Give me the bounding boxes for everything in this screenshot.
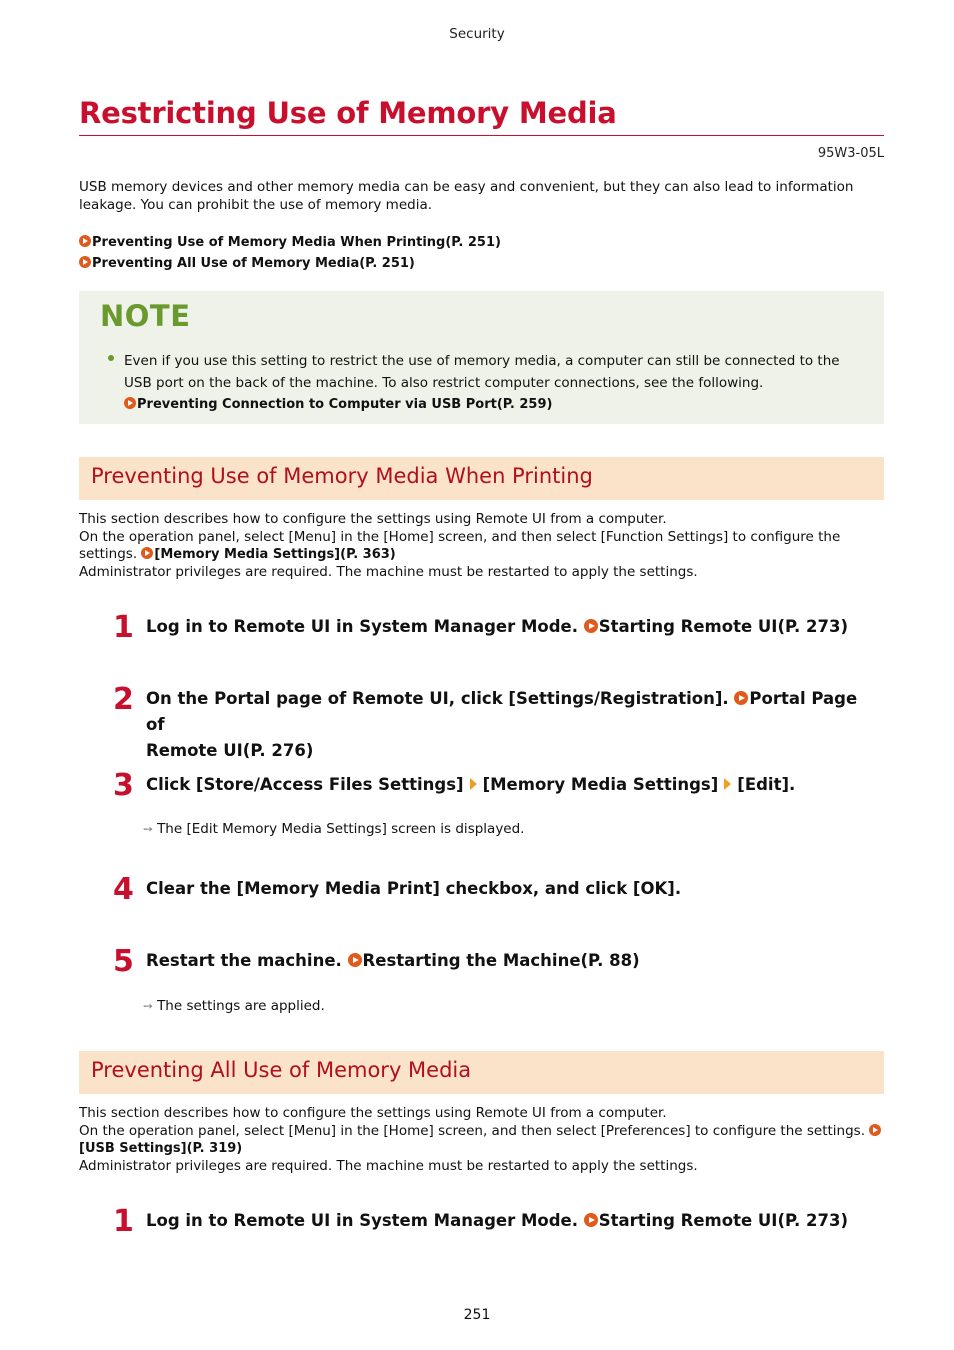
note-title: NOTE <box>100 299 191 333</box>
intro-line-2: leakage. You can prohibit the use of memory media. <box>79 196 433 213</box>
step-number: 2 <box>113 682 134 717</box>
section2-line-2 <box>79 1123 884 1141</box>
step-number: 3 <box>113 768 134 803</box>
step-number: 1 <box>113 610 134 645</box>
step-label: Restart the machine. <box>146 951 348 970</box>
result-text: The [Edit Memory Media Settings] screen is displayed. <box>157 821 525 837</box>
link-arrow-icon <box>584 619 598 633</box>
result-text: The settings are applied. <box>157 998 325 1014</box>
step-label: Log in to Remote UI in System Manager Mode. <box>146 617 584 636</box>
note-line-2: USB port on the back of the machine. To also restrict computer connections, see the following. <box>124 374 764 391</box>
link-arrow-icon <box>584 1213 598 1227</box>
step-5-text <box>146 948 866 974</box>
section-title-printing: Preventing Use of Memory Media When Printing <box>91 464 593 488</box>
link-arrow-icon <box>79 235 91 247</box>
document-id: 95W3-05L <box>817 146 884 161</box>
section1-line-4: Administrator privileges are required. The machine must be restarted to apply the settings. <box>79 563 698 580</box>
step-part-3: [Edit]. <box>737 775 796 794</box>
section2-description <box>79 1105 884 1175</box>
link-label-continued: Remote UI(P. 276) <box>146 741 314 760</box>
section2-line-1: This section describes how to configure the settings using Remote UI from a computer. <box>79 1105 667 1121</box>
link-label: Starting Remote UI(P. 273) <box>598 1211 849 1230</box>
link-starting-remote-ui[interactable] <box>584 1211 848 1230</box>
section1-line-3-prefix: settings. <box>79 546 142 562</box>
note-line-1: Even if you use this setting to restrict the use of memory media, a computer can still be connected to the <box>124 353 840 369</box>
page-title: Restricting Use of Memory Media <box>79 96 617 130</box>
page-header-section: Security <box>449 26 505 42</box>
link-label: Preventing Use of Memory Media When Printing(P. 251) <box>92 235 501 250</box>
section1-line-3 <box>79 546 884 564</box>
step-number: 4 <box>113 872 134 907</box>
step-3-text <box>146 772 866 798</box>
step-5-result <box>143 998 325 1014</box>
link-label: Preventing Connection to Computer via USB Port(P. 259) <box>137 397 553 412</box>
step-4-text: Clear the [Memory Media Print] checkbox, and click [OK]. <box>146 879 682 898</box>
link-arrow-icon <box>124 397 136 409</box>
section-title-all-use: Preventing All Use of Memory Media <box>91 1058 472 1082</box>
page-number: 251 <box>463 1307 491 1323</box>
link-arrow-icon <box>348 953 362 967</box>
step-number: 5 <box>113 944 134 979</box>
step-1-text <box>146 614 866 640</box>
link-label: [Memory Media Settings](P. 363) <box>154 547 396 562</box>
step-part-2: [Memory Media Settings] <box>482 775 719 794</box>
link-arrow-icon[interactable] <box>869 1124 881 1136</box>
link-label: Preventing All Use of Memory Media(P. 251) <box>92 256 415 271</box>
link-label: Portal Page of <box>146 689 858 734</box>
link-memory-media-settings[interactable] <box>141 547 395 562</box>
section2-step-1-text <box>146 1208 866 1234</box>
intro-line-1: USB memory devices and other memory media can be easy and convenient, but they can also lead to information <box>79 179 854 195</box>
result-arrow-icon: ➙ <box>143 999 154 1013</box>
result-arrow-icon: ➙ <box>143 822 154 836</box>
section2-line-2-text: On the operation panel, select [Menu] in the [Home] screen, and then select [Preferences] to configure the settings. <box>79 1122 870 1139</box>
section1-description <box>79 511 884 581</box>
link-preventing-all-use[interactable] <box>79 256 415 271</box>
link-usb-settings[interactable]: [USB Settings](P. 319) <box>79 1141 243 1156</box>
section2-line-4: Administrator privileges are required. The machine must be restarted to apply the settings. <box>79 1157 698 1174</box>
title-divider <box>79 135 884 136</box>
menu-arrow-icon <box>470 778 477 790</box>
step-label: Log in to Remote UI in System Manager Mode. <box>146 1211 584 1230</box>
section1-line-1: This section describes how to configure the settings using Remote UI from a computer. <box>79 511 667 527</box>
step-part-1: Click [Store/Access Files Settings] <box>146 775 464 794</box>
link-arrow-icon <box>141 547 153 559</box>
link-arrow-icon <box>734 691 748 705</box>
step-number: 1 <box>113 1204 134 1239</box>
intro-paragraph <box>79 179 884 214</box>
step-3-result <box>143 821 524 837</box>
link-starting-remote-ui[interactable] <box>584 617 848 636</box>
section1-line-2: On the operation panel, select [Menu] in the [Home] screen, and then select [Function Settings] to configure the <box>79 528 841 545</box>
step-2-text <box>146 686 866 764</box>
link-arrow-icon <box>79 256 91 268</box>
link-label: Restarting the Machine(P. 88) <box>362 951 640 970</box>
bullet-icon <box>108 355 114 361</box>
link-label: Starting Remote UI(P. 273) <box>598 617 849 636</box>
step-label: On the Portal page of Remote UI, click [Settings/Registration]. <box>146 689 735 708</box>
link-preventing-usb-connection[interactable] <box>124 394 864 416</box>
link-preventing-printing[interactable] <box>79 235 501 250</box>
menu-arrow-icon <box>724 778 731 790</box>
note-text <box>124 351 864 416</box>
link-restarting-machine[interactable] <box>348 951 640 970</box>
